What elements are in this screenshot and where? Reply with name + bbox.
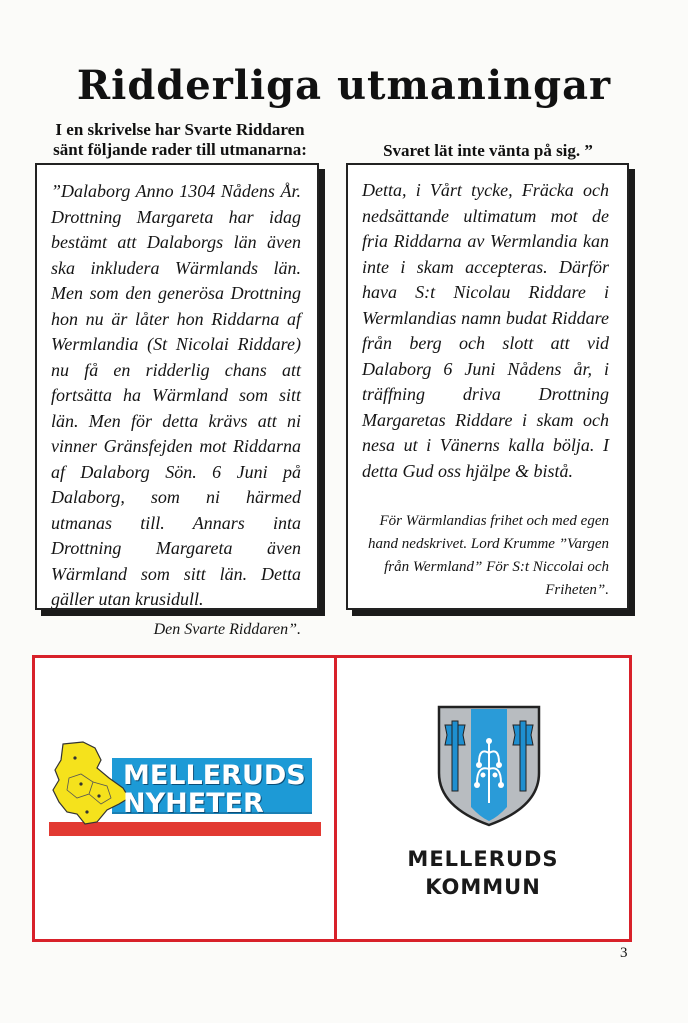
page-title: Ridderliga utmaningar xyxy=(76,62,612,109)
coat-of-arms-icon xyxy=(435,703,543,829)
letter-body: ”Dalaborg Anno 1304 Nådens År. Drottning Margareta har idag bestämt att Dalaborgs län även ska inkludera Wärmlands län. Men som den generösa Drottning hon nu är låter hon Riddarna af Wermlandia (St Nicolai Riddare) nu få en ridderlig chans att fortsätta ha Wärmland som sitt län. Men för detta krävs att ni vinner Gränsfejden mot Riddarna af Dalaborg Sön. 6 Juni på Dalaborg, som ni härmed utmanas till. Annars inta Drottning Margareta även Wärmland som sitt län. Detta gäller utan krusidull. xyxy=(51,181,301,609)
intro-left-line-2: sänt följande rader till utmanarna: xyxy=(53,140,307,159)
kommun-line-2: KOMMUN xyxy=(425,875,541,899)
intro-left xyxy=(30,120,330,160)
kommun-line-1: MELLERUDS xyxy=(407,847,559,871)
letter-box xyxy=(35,163,319,638)
reply-signature: För Wärmlandias frihet och med egen hand nedskrivet. Lord Krumme ”Vargen från Wermland” För S:t Niccolai och Friheten”. xyxy=(368,513,609,598)
logo-text-line-2: NYHETER xyxy=(123,788,264,819)
reply-body: Detta, i Vårt tycke, Fräcka och nedsättande ultimatum mot de fria Riddarna av Wermlandia kan inte i skam accepteras. Därför hava S:t Nicolau Riddare i Wermlandias namn budat Riddare från berg och slott att vid Dalaborg 6 Juni Nådens år, i träffning driva Drottning Margaretas Riddare i skam och nesa ut i Vänerns kalla bölja. I detta Gud oss hjälpe & bistå. xyxy=(362,180,609,481)
intro-left-line-1: I en skrivelse har Svarte Riddaren xyxy=(55,120,305,139)
logo-text-line-1: MELLERUDS xyxy=(123,760,306,791)
letter-signature: Den Svarte Riddaren”. xyxy=(153,620,301,638)
melleruds-kommun-label xyxy=(337,845,629,901)
melleruds-nyheter-logo xyxy=(49,738,321,840)
page-number: 3 xyxy=(620,945,628,961)
reply-box xyxy=(346,163,629,610)
intro-right: Svaret lät inte vänta på sig. ” xyxy=(383,141,593,160)
sponsor-ads-panel xyxy=(32,655,632,942)
